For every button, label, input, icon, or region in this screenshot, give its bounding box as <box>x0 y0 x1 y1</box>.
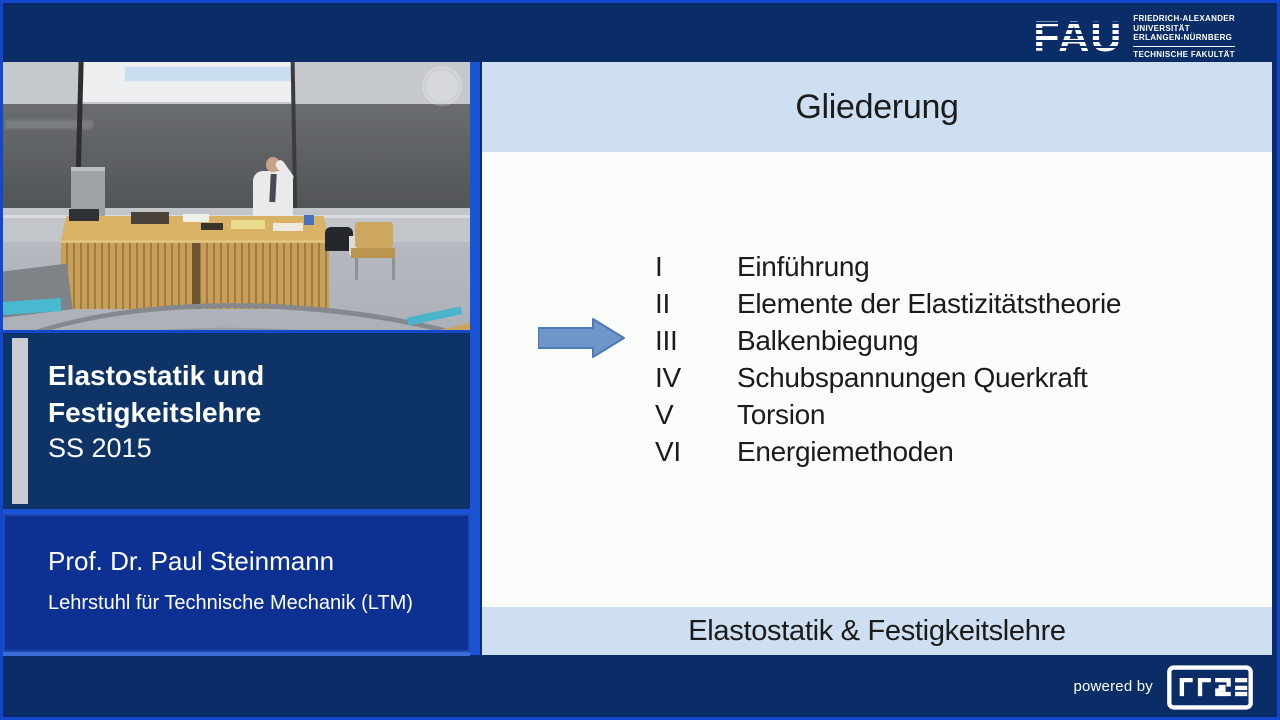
chair-legs <box>355 258 395 280</box>
toc-label: Elemente der Elastizitätstheorie <box>737 287 1122 319</box>
desk-front-slats <box>61 240 329 309</box>
toc-row <box>655 359 1121 396</box>
toc-row <box>655 396 1121 433</box>
powered-by-label: powered by <box>1073 678 1153 695</box>
toc-row <box>655 248 1121 285</box>
slide-title: Gliederung <box>795 87 959 126</box>
stream-divider <box>470 62 480 655</box>
fau-name-line2: UNIVERSITÄT <box>1133 23 1190 33</box>
fau-name-line3: ERLANGEN-NÜRNBERG <box>1133 33 1233 42</box>
desk-sheet <box>273 223 303 231</box>
speaker-info-panel <box>3 514 470 652</box>
course-title-line1: Elastostatik und <box>48 360 265 391</box>
toc-label: Energiemethoden <box>737 435 954 467</box>
fau-wordmark: FAU <box>1033 12 1123 61</box>
header-bar <box>3 3 1277 59</box>
desk-bottle <box>304 215 314 225</box>
toc-row <box>655 285 1121 322</box>
toc-numeral: V <box>655 398 674 430</box>
desk-front-gap <box>192 243 200 309</box>
toc-label: Torsion <box>737 398 826 430</box>
course-info-panel <box>3 333 470 509</box>
rrze-logo <box>1166 665 1254 710</box>
toc-row <box>655 322 1121 359</box>
fau-logo <box>1033 14 1235 59</box>
desk-notepad <box>231 220 265 229</box>
desk-laptop <box>69 209 99 221</box>
projected-slide-band <box>125 67 293 81</box>
speaker-name: Prof. Dr. Paul Steinmann <box>48 546 335 576</box>
desk-box <box>131 212 169 224</box>
fau-faculty-line: TECHNISCHE FAKULTÄT <box>1133 49 1235 59</box>
footer-bar <box>3 657 1277 717</box>
course-title-line2: Festigkeitslehre <box>48 397 262 428</box>
toc-label: Balkenbiegung <box>737 324 919 356</box>
toc-numeral: II <box>655 287 670 319</box>
fau-logo-text <box>1133 14 1235 59</box>
speaker-affiliation: Lehrstuhl für Technische Mechanik (LTM) <box>48 592 413 614</box>
slide-toc <box>655 248 1121 470</box>
current-topic-arrow-icon <box>538 318 626 358</box>
course-accent-bar <box>12 338 28 504</box>
toc-numeral: III <box>655 324 678 356</box>
toc-numeral: IV <box>655 361 681 393</box>
toc-label: Schubspannungen Querkraft <box>737 361 1088 393</box>
slide-footer-text: Elastostatik & Festigkeitslehre <box>688 614 1066 647</box>
slide-footer-band <box>482 607 1272 655</box>
chair-back <box>355 222 393 248</box>
desk-papers <box>183 214 209 222</box>
university-seal-watermark <box>422 66 462 106</box>
toc-numeral: VI <box>655 435 681 467</box>
desk-item <box>201 223 223 230</box>
fau-name-line1: FRIEDRICH-ALEXANDER <box>1133 14 1235 23</box>
fau-logo-divider <box>1133 46 1235 47</box>
speaker-underline <box>3 652 470 656</box>
slide-view[interactable] <box>482 62 1272 655</box>
chair-seat <box>351 248 395 258</box>
course-term: SS 2015 <box>48 433 152 463</box>
lecture-video[interactable] <box>3 62 470 330</box>
toc-label: Einführung <box>737 250 870 282</box>
slide-header-band <box>482 62 1272 152</box>
toc-row <box>655 433 1121 470</box>
course-title <box>48 357 264 431</box>
toc-numeral: I <box>655 250 663 282</box>
